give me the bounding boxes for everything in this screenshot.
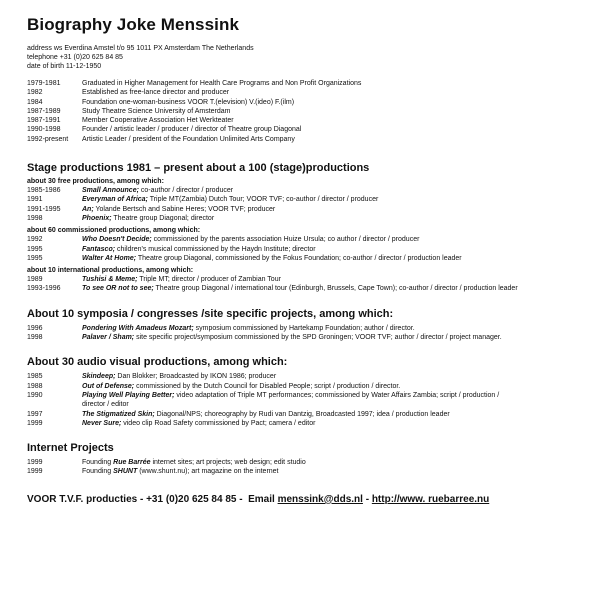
production-row — [27, 254, 587, 263]
career-timeline — [27, 79, 587, 144]
production-details: co-author / director / producer — [138, 187, 234, 195]
timeline-text: Graduated in Higher Management for Health Care Programs and Non Profit Organizations — [82, 80, 362, 87]
production-row — [27, 235, 587, 244]
subheading-prefix: about — [27, 267, 48, 275]
audiovisual-row — [27, 382, 587, 391]
audiovisual-details: Diagonal/NPS; choreography by Rudi van Dantzig, Broadcasted 1997; idea / production leader — [154, 410, 450, 418]
timeline-row — [27, 125, 587, 134]
page-title: Biography Joke Menssink — [27, 15, 240, 34]
audiovisual-title: Out of Defense; — [82, 382, 135, 390]
internet-prefix: Founding — [82, 459, 114, 467]
timeline-row — [27, 135, 587, 144]
international-productions-subheading — [27, 266, 587, 275]
birth-date-line: date of birth 11-12-1950 — [27, 63, 102, 70]
timeline-row — [27, 88, 587, 97]
audiovisual-year: 1997 — [27, 410, 43, 418]
audiovisual-section — [27, 355, 587, 428]
footer-company: VOOR T.V.F. producties - +31 (0)20 625 84 85 - — [27, 493, 243, 505]
audiovisual-details: director / editor — [82, 401, 129, 409]
audiovisual-row — [27, 391, 587, 400]
symposium-row — [27, 324, 587, 333]
subheading-count: 10 — [48, 267, 56, 275]
commissioned-productions-subheading — [27, 226, 587, 235]
production-title: Everyman of Africa; — [82, 196, 148, 204]
subheading-prefix: about — [27, 178, 48, 186]
internet-details: internet sites; art projects; web design; edit studio — [150, 459, 306, 467]
audiovisual-row — [27, 410, 587, 419]
audiovisual-title: The Stigmatized Skin; — [82, 410, 155, 418]
subheading-count: 60 — [48, 227, 56, 235]
audiovisual-year — [27, 400, 82, 409]
subheading-prefix: about — [27, 227, 48, 235]
symposium-year: 1996 — [27, 324, 43, 332]
production-title: Fantasco; — [82, 245, 116, 253]
production-year: 1989 — [27, 276, 43, 284]
symposium-title: Pondering With Amadeus Mozart; — [82, 324, 194, 332]
production-title: Tushisi & Meme; — [82, 276, 138, 284]
audiovisual-title: Playing Well Playing Better; — [82, 391, 175, 399]
internet-section — [27, 441, 587, 477]
production-title: Who Doesn't Decide; — [82, 236, 152, 244]
symposia-section — [27, 307, 587, 343]
audiovisual-row-continuation — [27, 400, 587, 409]
symposium-details: site specific project/symposium commissioned by the SPD Groningen; VOOR TVF; author / director / project manager. — [134, 334, 502, 342]
production-year: 1998 — [27, 214, 43, 222]
production-year: 1995 — [27, 254, 43, 262]
footer-email-label: Email — [248, 493, 275, 505]
internet-details: (www.shunt.nu); art magazine on the internet — [137, 468, 279, 476]
internet-year: 1999 — [27, 459, 43, 467]
internet-project-name: Rue Barrée — [113, 459, 151, 467]
biography-document — [27, 14, 587, 506]
audiovisual-row — [27, 372, 587, 381]
website-link[interactable]: http://www. ruebarree.nu — [371, 493, 490, 505]
internet-row — [27, 458, 587, 467]
internet-prefix: Founding — [82, 468, 114, 476]
production-year: 1992 — [27, 236, 43, 244]
audiovisual-details: commissioned by the Dutch Council for Disabled People; script / production / director. — [134, 382, 401, 390]
audiovisual-row — [27, 419, 587, 428]
timeline-year: 1979-1981 — [27, 80, 61, 87]
audiovisual-details: video clip Road Safety commissioned by Pact; camera / editor — [121, 419, 316, 427]
production-year: 1991-1995 — [27, 205, 61, 213]
production-details: Theatre group Diagonal / international tour (Edinburgh, Brussels, Cape Town); co-author / director / production leader — [153, 285, 518, 293]
production-details: commissioned by the parents association Huize Ursula; co author / director / producer — [151, 236, 420, 244]
timeline-text: Study Theatre Science University of Amsterdam — [82, 107, 231, 115]
symposium-title: Palaver / Sham; — [82, 334, 135, 342]
production-year: 1991 — [27, 196, 43, 204]
telephone-line: telephone +31 (0)20 625 84 85 — [27, 54, 123, 61]
production-details: Triple MT; director / producer of Zambian Tour — [137, 276, 281, 284]
production-details: Theatre group Diagonal, commissioned by the Fokus Foundation; co-author / director / production leader — [136, 254, 462, 262]
production-title: Small Announce; — [82, 187, 139, 195]
audiovisual-heading: About 30 audio visual productions, among which: — [27, 356, 288, 369]
audiovisual-year: 1988 — [27, 382, 43, 390]
audiovisual-title: Skindeep; — [82, 373, 116, 381]
footer-contact — [27, 493, 587, 506]
production-details: Triple MT(Zambia) Dutch Tour; VOOR TVF; co-author / director / producer — [147, 196, 379, 204]
production-year: 1993-1996 — [27, 285, 61, 293]
symposium-details: symposium commissioned by Hartekamp Foundation; author / director. — [193, 324, 415, 332]
production-title: An; — [82, 205, 94, 213]
symposia-heading: About 10 symposia / congresses /site specific projects, among which: — [27, 307, 394, 320]
audiovisual-year: 1990 — [27, 391, 43, 399]
production-title: To see OR not to see; — [82, 285, 154, 293]
timeline-year: 1990-1998 — [27, 126, 61, 134]
symposium-row — [27, 333, 587, 342]
subheading-count: 30 — [48, 178, 56, 186]
address-line: address ws Everdina Amstel t/o 95 1011 PX Amsterdam The Netherlands — [27, 45, 254, 52]
internet-project-name: SHUNT — [113, 468, 138, 476]
production-title: Walter At Home; — [82, 254, 137, 262]
production-row — [27, 214, 587, 223]
production-row — [27, 205, 587, 214]
subheading-suffix: international productions, among which: — [55, 267, 194, 275]
email-link[interactable]: menssink@dds.nl — [277, 493, 363, 505]
timeline-year: 1984 — [27, 98, 43, 106]
stage-productions-heading: Stage productions 1981 – present about a 100 (stage)productions — [27, 162, 370, 175]
timeline-text: Artistic Leader / president of the Foundation Unlimited Arts Company — [82, 135, 295, 143]
production-row — [27, 245, 587, 254]
timeline-year: 1987-1989 — [27, 107, 61, 115]
timeline-row — [27, 116, 587, 125]
audiovisual-year: 1985 — [27, 373, 43, 381]
internet-heading: Internet Projects — [27, 442, 114, 455]
audiovisual-details: video adaptation of Triple MT performances; commissioned by Water Affairs Zambia; script / production / — [174, 391, 500, 399]
audiovisual-title: Never Sure; — [82, 419, 122, 427]
production-row — [27, 284, 587, 293]
internet-row — [27, 467, 587, 476]
production-row — [27, 195, 587, 204]
timeline-text: Foundation one-woman-business VOOR T.(elevision) V.(ideo) F.(ilm) — [82, 98, 295, 106]
production-row — [27, 275, 587, 284]
production-title: Phoenix; — [82, 214, 112, 222]
timeline-row — [27, 79, 587, 88]
audiovisual-details: Dan Blokker; Broadcasted by IKON 1986; producer — [115, 373, 277, 381]
free-productions-subheading — [27, 177, 587, 186]
stage-productions-section — [27, 161, 587, 294]
subheading-suffix: commissioned productions, among which: — [55, 227, 201, 235]
timeline-year: 1987-1991 — [27, 117, 61, 125]
symposium-year: 1998 — [27, 334, 43, 342]
contact-block — [27, 44, 587, 71]
production-details: children's musical commissioned by the Haydn Institute; director — [115, 245, 316, 253]
timeline-text: Member Cooperative Association Het Werkteater — [82, 117, 234, 125]
timeline-row — [27, 98, 587, 107]
timeline-row — [27, 107, 587, 116]
production-details: Theatre group Diagonal; director — [111, 214, 215, 222]
footer-separator: - — [365, 493, 370, 505]
production-year: 1995 — [27, 245, 43, 253]
production-year: 1985-1986 — [27, 187, 61, 195]
internet-year: 1999 — [27, 468, 43, 476]
timeline-text: Established as free-lance director and producer — [82, 89, 230, 97]
timeline-text: Founder / artistic leader / producer / director of Theatre group Diagonal — [82, 126, 302, 134]
audiovisual-year: 1999 — [27, 419, 43, 427]
timeline-year: 1982 — [27, 89, 43, 97]
timeline-year: 1992-present — [27, 135, 69, 143]
production-details: Yolande Bertsch and Sabine Heres; VOOR TVF; producer — [93, 205, 276, 213]
subheading-suffix: free productions, among which: — [55, 178, 164, 186]
production-row — [27, 186, 587, 195]
